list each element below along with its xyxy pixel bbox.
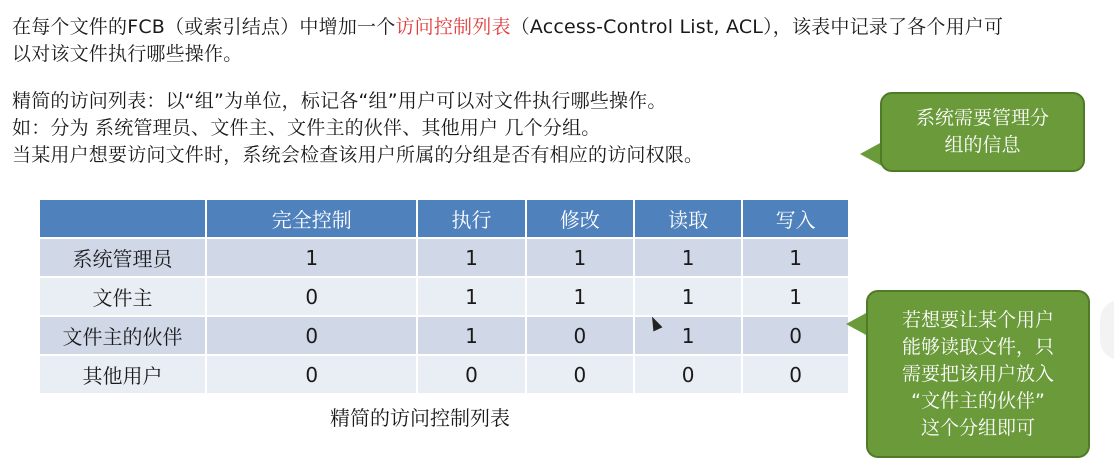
cell: 1 — [526, 277, 634, 316]
callout-bottom-line-2: 能够读取文件，只 — [901, 336, 1054, 358]
cell: 1 — [742, 277, 848, 316]
callout-bottom-line-1: 若想要让某个用户 — [901, 309, 1054, 331]
header-execute: 执行 — [417, 200, 525, 238]
cell: 0 — [742, 355, 848, 393]
simplified-line-2: 如：分为 系统管理员、文件主、文件主的伙伴、其他用户 几个分组。 — [12, 117, 601, 139]
simplified-line-3: 当某用户想要访问文件时，系统会检查该用户所属的分组是否有相应的访问权限。 — [12, 144, 704, 166]
cell: 0 — [742, 316, 848, 355]
simplified-line-1: 精简的访问列表：以“组”为单位，标记各“组”用户可以对文件执行哪些操作。 — [12, 90, 667, 112]
cell: 1 — [634, 238, 742, 277]
cell: 1 — [417, 277, 525, 316]
cell: 1 — [417, 316, 525, 355]
callout-top-line-1: 系统需要管理分 — [915, 107, 1049, 129]
table-caption: 精简的访问控制列表 — [330, 406, 510, 430]
header-modify: 修改 — [526, 200, 634, 238]
header-write: 写入 — [742, 200, 848, 238]
cell: 0 — [634, 355, 742, 393]
intro-after: （Access-Control List, ACL），该表中记录了各个用户可以对该文件执行哪些操作。 — [12, 16, 1004, 65]
cell: 1 — [206, 238, 417, 277]
callout-bottom-line-4: “文件主的伙伴” — [911, 390, 1045, 412]
cell: 0 — [526, 316, 634, 355]
callout-top-tail — [860, 142, 882, 166]
row-group: 文件主的伙伴 — [40, 316, 206, 355]
cell: 0 — [526, 355, 634, 393]
table-row — [40, 277, 848, 316]
table-row — [40, 238, 848, 277]
callout-bottom-tail — [846, 312, 868, 336]
cell: 1 — [417, 238, 525, 277]
cell: 0 — [206, 277, 417, 316]
simplified-paragraph — [12, 88, 872, 169]
callout-bottom-line-5: 这个分组即可 — [920, 417, 1035, 439]
cell: 0 — [206, 316, 417, 355]
table-row — [40, 316, 848, 355]
cell: 0 — [417, 355, 525, 393]
row-group: 文件主 — [40, 277, 206, 316]
cell: 1 — [634, 277, 742, 316]
intro-paragraph — [12, 14, 1022, 68]
intro-before: 在每个文件的FCB（或索引结点）中增加一个 — [12, 16, 396, 38]
acl-highlight: 访问控制列表 — [395, 16, 511, 38]
callout-top — [880, 92, 1085, 172]
edge-decoration — [1100, 300, 1114, 360]
callout-top-line-2: 组的信息 — [944, 134, 1021, 156]
cell: 1 — [742, 238, 848, 277]
cell: 1 — [634, 316, 742, 355]
callout-bottom — [866, 290, 1090, 458]
table-header-row — [40, 200, 848, 238]
row-group: 系统管理员 — [40, 238, 206, 277]
cell: 1 — [526, 238, 634, 277]
header-read: 读取 — [634, 200, 742, 238]
row-group: 其他用户 — [40, 355, 206, 393]
header-full-control: 完全控制 — [206, 200, 417, 238]
table-row — [40, 355, 848, 393]
cell: 0 — [206, 355, 417, 393]
acl-table — [40, 200, 848, 393]
header-corner — [40, 200, 206, 238]
callout-bottom-line-3: 需要把该用户放入 — [901, 363, 1054, 385]
